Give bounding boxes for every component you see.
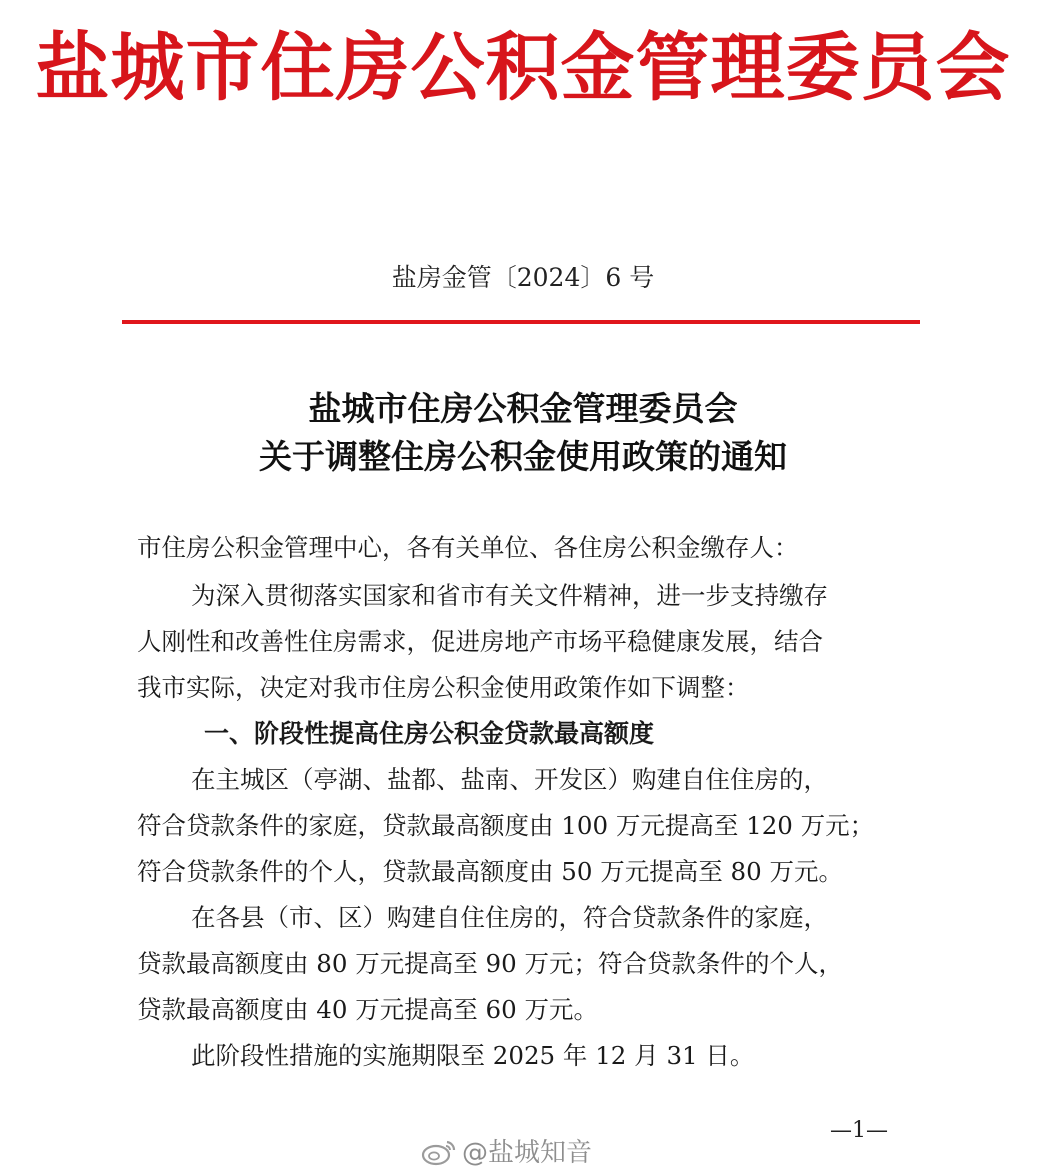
body-text-line: 在各县（市、区）购建自住住房的，符合贷款条件的家庭， (191, 903, 828, 932)
document-number: 盐房金管〔2024〕6 号 (391, 263, 655, 292)
body-text-line: 贷款最高额度由 40 万元提高至 60 万元。 (137, 995, 599, 1024)
body-text-line: 在主城区（亭湖、盐都、盐南、开发区）购建自住住房的， (191, 765, 828, 794)
weibo-logo-icon (420, 1138, 458, 1166)
body-text-line: 符合贷款条件的家庭，贷款最高额度由 100 万元提高至 120 万元； (137, 811, 875, 840)
section-heading: 一、阶段性提高住房公积金贷款最高额度 (204, 719, 655, 748)
body-text-line: 贷款最高额度由 80 万元提高至 90 万元；符合贷款条件的个人， (137, 949, 843, 978)
body-text-line: 我市实际，决定对我市住房公积金使用政策作如下调整： (137, 673, 750, 702)
body-text-line: 符合贷款条件的个人，贷款最高额度由 50 万元提高至 80 万元。 (137, 857, 843, 886)
body-text-line: 人刚性和改善性住房需求，促进房地产市场平稳健康发展，结合 (137, 627, 823, 656)
weibo-watermark (420, 1136, 592, 1170)
page-number: —1— (830, 1118, 888, 1143)
red-separator-line (122, 320, 920, 324)
watermark-text: @盐城知音 (462, 1138, 593, 1168)
body-text-line: 此阶段性措施的实施期限至 2025 年 12 月 31 日。 (191, 1041, 755, 1070)
addressee-line: 市住房公积金管理中心，各有关单位、各住房公积金缴存人： (137, 533, 799, 562)
body-text-line: 为深入贯彻落实国家和省市有关文件精神，进一步支持缴存 (191, 581, 828, 610)
document-title-line-1: 盐城市住房公积金管理委员会 (308, 389, 738, 428)
document-masthead: 盐城市住房公积金管理委员会 (35, 25, 1011, 111)
document-title-line-2: 关于调整住房公积金使用政策的通知 (259, 437, 787, 476)
